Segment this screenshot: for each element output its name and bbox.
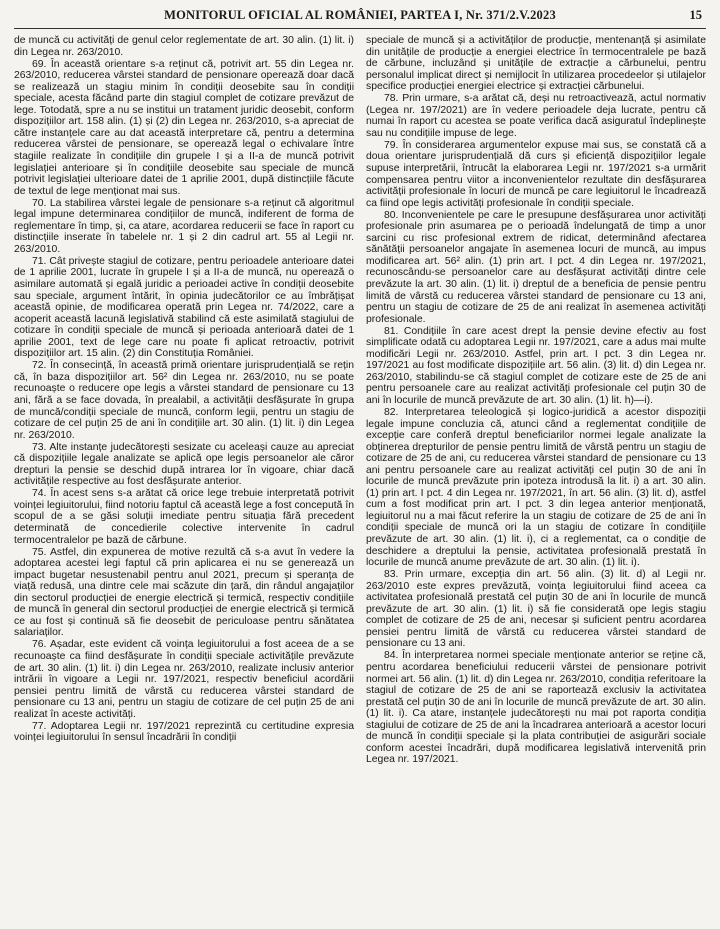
- paragraph: 72. În consecință, în această primă orientare jurisprudențială se rețin că, în baza dispozițiilor art. 56² din Legea nr. 263/2010, nu se poate recunoaște o reducere ope legis a vârstei standard de pensionare cu 13 ani, fără a se face dovada, în prealabil, a activității desfășurate în grupa de muncă/condiții speciale de muncă, conform legii, pentru un stagiu de cotizare de cel puțin 25 de ani în condițiile art. 30 alin. (1) lit. i) din Legea nr. 263/2010.: [14, 360, 354, 441]
- paragraph: 81. Condițiile în care acest drept la pensie devine efectiv au fost simplificate odată cu adoptarea Legii nr. 197/2021, care a adus mai multe modificări Legii nr. 263/2010. Astfel, prin art. I pct. 3 din Legea nr. 197/2021 au fost modificate dispozițiile art. 56 alin. (3) lit. d) din Legea nr. 263/2010, stabilindu-se că stagiul complet de cotizare este de 25 de ani pentru persoanele care au realizat activități profesionale cel puțin 30 de ani în locurile de muncă prevăzute de art. 30 alin. (1) lit. h)—i).: [366, 325, 706, 406]
- paragraph: 74. În acest sens s-a arătat că orice lege trebuie interpretată potrivit voinței legiuitorului, fiind notoriu faptul că această lege a fost concepută în scopul de a se găsi soluții imediate pentru situația fără precedent determinată de concedierile colective intervenite în cadrul termocentralelor pe bază de cărbune.: [14, 488, 354, 546]
- paragraph: 77. Adoptarea Legii nr. 197/2021 reprezintă cu certitudine expresia voinței legiuitorului în sensul încadrării în condiții: [14, 720, 354, 744]
- paragraph: 69. În această orientare s-a reținut că, potrivit art. 55 din Legea nr. 263/2010, reducerea vârstei standard de pensionare operează doar dacă se realizează un stagiu minim în condiții deosebite sau în condiții speciale, acesta făcând parte din stagiul complet de cotizare prevăzut de lege. Totodată, spre a nu se institui un tratament juridic deosebit, conform dispozițiilor art. 158 alin. (1) și (2) din Legea nr. 263/2010, s-a apreciat de către instanțele care au dat această interpretare că, pentru a determina reducerea vârstei de pensionare, se operează legal o echivalare între stagiile realizate în condițiile din grupele I și a II-a de muncă potrivit legislației anterioare și în condițiile deosebite sau speciale de muncă potrivit legislației ulterioare datei de 1 aprilie 2001, după distincțiile făcute de textul de lege menționat mai sus.: [14, 58, 354, 197]
- paragraph: 82. Interpretarea teleologică și logico-juridică a acestor dispoziții legale impune concluzia că, atunci când a reglementat condițiile de excepție care conferă dreptul beneficiarilor normei legale analizate la obținerea drepturilor de pensie pentru limită de vârstă pentru un stagiu de cotizare de 25 de ani, cu reducerea vârstei standard de pensionare cu 13 ani pentru persoanele care au realizat activități cel puțin 30 de ani în locurile de muncă prevăzute prin ipoteza introdusă la lit. i) a art. 30 alin. (1) prin art. I pct. 4 din Legea nr. 197/2021, în art. 56 alin. (3) lit. d), astfel cum a fost modificat prin art. I pct. 3 din legea anterior menționată, legiuitorul nu a mai făcut referire la un stagiu de cotizare de 25 de ani în condiții speciale de muncă ori la un stagiu de cotizare în condițiile prevăzute de art. 30 alin. (1) lit. i), ci a reglementat, ca o condiție de deschidere a dreptului la pensie, activitatea profesională prestată în locurile de muncă anume prevăzute de art. 30 alin. (1) lit. i).: [366, 407, 706, 569]
- paragraph: 73. Alte instanțe judecătorești sesizate cu aceleași cauze au apreciat că dispozițiile legale analizate se aplică ope legis persoanelor ale căror drepturi la pensie se deschid după intrarea lor în vigoare, chiar dacă activitățile respective au fost desfășurate anterior.: [14, 441, 354, 488]
- paragraph: 70. La stabilirea vârstei legale de pensionare s-a reținut că algoritmul legal impune determinarea condițiilor de muncă, indiferent de forma de reglementare în timp, și, ca atare, acordarea reducerii se face în raport cu distincțiile inserate în tabelele nr. 1 și 2 din cadrul art. 55 al Legii nr. 263/2010.: [14, 197, 354, 255]
- paragraph: speciale de muncă și a activităților de producție, mentenanță și asimilate din unitățile de producție a energiei electrice în termocentralele pe bază de cărbune, incluzând și unitățile de extracție a cărbunelui, pentru personalul implicat direct și nemijlocit în utilizarea procedeelor și utilajelor specifice producției energiei electrice și extracției cărbunelui.: [366, 35, 706, 93]
- page-header: [14, 8, 706, 29]
- paragraph: 76. Așadar, este evident că voința legiuitorului a fost aceea de a se recunoaște ca fiind desfășurate în condiții speciale activitățile prevăzute de art. 30 alin. (1) lit. i) din Legea nr. 263/2010, realizate inclusiv anterior intrării în vigoare a Legii nr. 197/2021, respectiv beneficiul acordării pensiei pentru limită de vârstă cu reducerea vârstei standard de pensionare cu 13 ani, pentru un stagiu de cotizare de cel puțin 25 de ani realizat în aceste activități.: [14, 639, 354, 720]
- publication-title: MONITORUL OFICIAL AL ROMÂNIEI, PARTEA I, Nr. 371/2.V.2023: [164, 8, 556, 22]
- paragraph: 71. Cât privește stagiul de cotizare, pentru perioadele anterioare datei de 1 aprilie 2001, lucrate în grupele I și a II-a de muncă, nu operează o asimilare automată și egală juridic a perioadei active în condiții deosebite sau speciale, argument întărit, în opinia judecătorilor ce au îmbrățișat această opinie, de modificarea operată prin Legea nr. 74/2022, care a acoperit această lacună legislativă stabilind că este asimilată stagiului de cotizare în condiții speciale de muncă și perioada anterioară datei de 1 aprilie 2001, text de lege care nu poate fi aplicat retroactiv, potrivit dispozițiilor art. 15 alin. (2) din Constituția României.: [14, 255, 354, 360]
- paragraph: de muncă cu activități de genul celor reglementate de art. 30 alin. (1) lit. i) din Legea nr. 263/2010.: [14, 35, 354, 58]
- left-column: [14, 35, 354, 766]
- paragraph: 79. În considerarea argumentelor expuse mai sus, se constată că a doua orientare jurisprudențială dă curs și eficiență dispozițiilor legale supuse interpretării, întrucât la elaborarea Legii nr. 197/2021 s-a urmărit compensarea pentru viitor a inconvenientelor rezultate din desfășurarea activității profesionale în locuri de muncă pe care legiuitorul le încadrează ca fiind ope legis activități profesionale în condiții speciale.: [366, 139, 706, 209]
- paragraph: 75. Astfel, din expunerea de motive rezultă că s-a avut în vedere la adoptarea acestei legi faptul că prin aplicarea ei nu se generează un impact bugetar nesustenabil pentru anul 2021, precum și speranța de viață redusă, una dintre cele mai scăzute din țară, din rândul angajaților din sectorul producției de energie electrică și termică, respectiv condițiile de muncă în general din sectorul producției de energie electrică și termică ce au fost și continuă să fie deosebit de periculoase pentru sănătatea salariaților.: [14, 546, 354, 639]
- text-columns: [14, 35, 706, 766]
- page-number: 15: [689, 8, 702, 22]
- right-column: [366, 35, 706, 766]
- paragraph: 78. Prin urmare, s-a arătat că, deși nu retroactivează, actul normativ (Legea nr. 197/2021) are în vedere perioadele deja lucrate, pentru că numai în raport cu acestea se poate verifica dacă asiguratul îndeplinește sau nu condițiile impuse de lege.: [366, 93, 706, 139]
- paragraph: 80. Inconvenientele pe care le presupune desfășurarea unor activități profesionale prin asumarea pe o perioadă îndelungată de timp a unor sarcini cu risc profesional extrem de ridicat, determinând afectarea sănătății persoanelor angajate în asemenea locuri de muncă, au impus modificarea art. 56² alin. (1) prin art. I pct. 4 din Legea nr. 197/2021, recunoscându-se persoanelor care au desfășurat activități dintre cele prevăzute la art. 30 alin. (1) lit. i) dreptul de a beneficia de pensie pentru limită de vârstă cu reducerea vârstei standard de pensionare cu 13 ani, pentru un stagiu de cotizare de 25 de ani realizat în asemenea activități profesionale.: [366, 209, 706, 325]
- paragraph: 84. În interpretarea normei speciale menționate anterior se reține că, pentru acordarea beneficiului reducerii vârstei de pensionare potrivit normei art. 56 alin. (1) lit. d) din Legea nr. 263/2010, condiția referitoare la stagiul de cotizare de 25 de ani se raportează exclusiv la activitatea prestată cel puțin 30 de ani în locurile de muncă prevăzute de art. 30 alin. (1) lit. i). Ca atare, instanțele judecătorești nu mai pot raporta condiția stagiului de cotizare de 25 de ani la încadrarea anterioară a acestor locuri de muncă în condiții speciale și la plata contribuției de asigurări sociale conform acestei încadrări, după modificarea legislativă intervenită prin Legea nr. 197/2021.: [366, 650, 706, 766]
- paragraph: 83. Prin urmare, excepția din art. 56 alin. (3) lit. d) al Legii nr. 263/2010 este expres prevăzută, voința legiuitorului fiind aceea ca activitatea profesională prestată cel puțin 30 de ani în locurile de muncă prevăzute de art. 30 alin. (1) lit. i) să fie considerată ope legis stagiu complet de cotizare de 25 de ani, necesar și suficient pentru acordarea pensiei pentru limită de vârstă cu reducerea vârstei standard de pensionare cu 13 ani.: [366, 569, 706, 650]
